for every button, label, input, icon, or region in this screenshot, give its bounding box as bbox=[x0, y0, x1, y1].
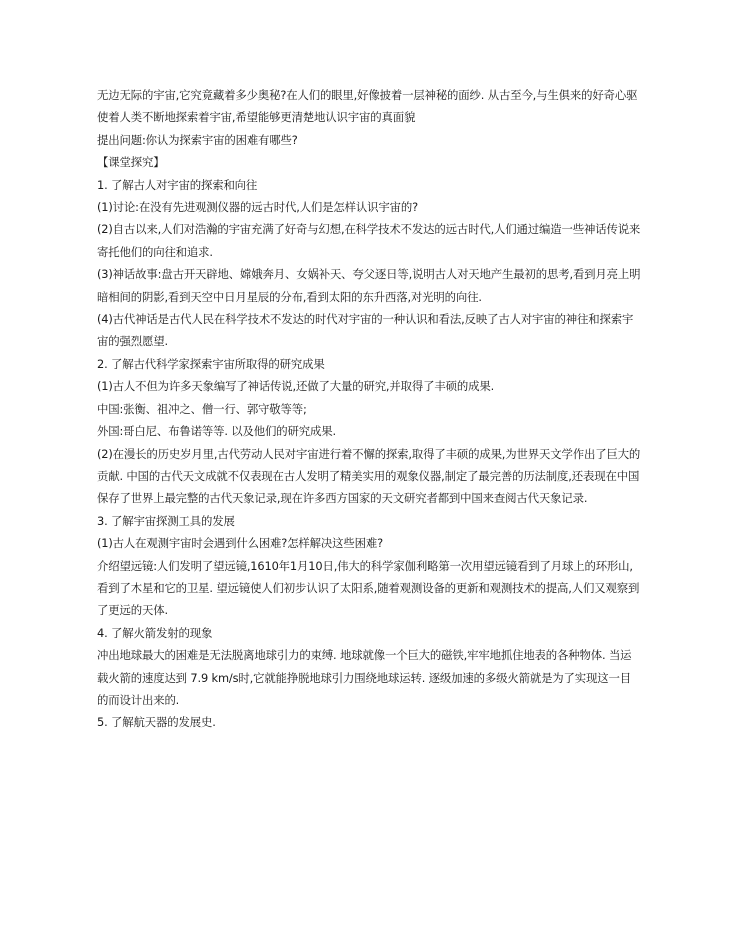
paragraph-1-2: (2)自古以来,人们对浩瀚的宇宙充满了好奇与幻想,在科学技术不发达的远古时代,人们通过编造一些神话传说来寄托他们的向往和追求. bbox=[97, 222, 641, 259]
subheading-1: 1. 了解古人对宇宙的探索和向往 bbox=[97, 177, 258, 192]
paragraph-1-1: (1)讨论:在没有先进观测仪器的远古时代,人们是怎样认识宇宙的? bbox=[97, 200, 418, 215]
intro-paragraph: 无边无际的宇宙,它究竟藏着多少奥秘?在人们的眼里,好像披着一层神秘的面纱. 从古至今,与生俱来的好奇心驱使着人类不断地探索着宇宙,希望能够更清楚地认识宇宙的真面貌 bbox=[97, 88, 638, 125]
section-heading-classroom-inquiry: 【课堂探究】 bbox=[97, 155, 165, 170]
paragraph-4-1: 冲出地球最大的困难是无法脱离地球引力的束缚. 地球就像一个巨大的磁铁,牢牢地抓住地表的各种物体. 当运载火箭的速度达到 7.9 km/s时,它就能挣脱地球引力围绕地球运转. 逐级加速的多级火箭就是为了实现这一目的而设计出来的. bbox=[97, 648, 632, 707]
subheading-3: 3. 了解宇宙探测工具的发展 bbox=[97, 513, 235, 528]
subheading-2: 2. 了解古代科学家探索宇宙所取得的研究成果 bbox=[97, 356, 325, 371]
document-body bbox=[97, 84, 642, 734]
subheading-4: 4. 了解火箭发射的现象 bbox=[97, 625, 213, 640]
paragraph-1-3: (3)神话故事:盘古开天辟地、嫦娥奔月、女娲补天、夸父逐日等,说明古人对天地产生最初的思考,看到月亮上明暗相间的阴影,看到天空中日月星辰的分布,看到太阳的东升西落,对光明的向往. bbox=[97, 267, 641, 304]
paragraph-2-1: (1)古人不但为许多天象编写了神话传说,还做了大量的研究,并取得了丰硕的成果. bbox=[97, 379, 495, 394]
paragraph-1-4: (4)古代神话是古代人民在科学技术不发达的时代对宇宙的一种认识和看法,反映了古人对宇宙的神往和探索宇宙的强烈愿望. bbox=[97, 312, 634, 349]
paragraph-2-2: (2)在漫长的历史岁月里,古代劳动人民对宇宙进行着不懈的探索,取得了丰硕的成果,为世界天文学作出了巨大的贡献. 中国的古代天文成就不仅表现在古人发明了精美实用的观象仪器,制定了最完善的历法制度,还表现在中国保存了世界上最完整的古代天象记录,现在许多西方国家的天文研究者都到中国来查阅古代天象记录. bbox=[97, 446, 641, 506]
subheading-5: 5. 了解航天器的发展史. bbox=[97, 715, 216, 730]
paragraph-3-1: (1)古人在观测宇宙时会遇到什么困难?怎样解决这些困难? bbox=[97, 536, 384, 551]
question-paragraph: 提出问题:你认为探索宇宙的困难有哪些? bbox=[97, 132, 298, 147]
paragraph-2-china: 中国:张衡、祖冲之、僧一行、郭守敬等等; bbox=[97, 401, 307, 416]
paragraph-3-telescope: 介绍望远镜:人们发明了望远镜,1610年1月10日,伟大的科学家伽利略第一次用望远镜看到了月球上的环形山,看到了木星和它的卫星. 望远镜使人们初步认识了太阳系,随着观测设备的更新和观测技术的提高,人们又观察到了更远的天体. bbox=[97, 558, 640, 618]
paragraph-2-foreign: 外国:哥白尼、布鲁诺等等. 以及他们的研究成果. bbox=[97, 424, 336, 439]
